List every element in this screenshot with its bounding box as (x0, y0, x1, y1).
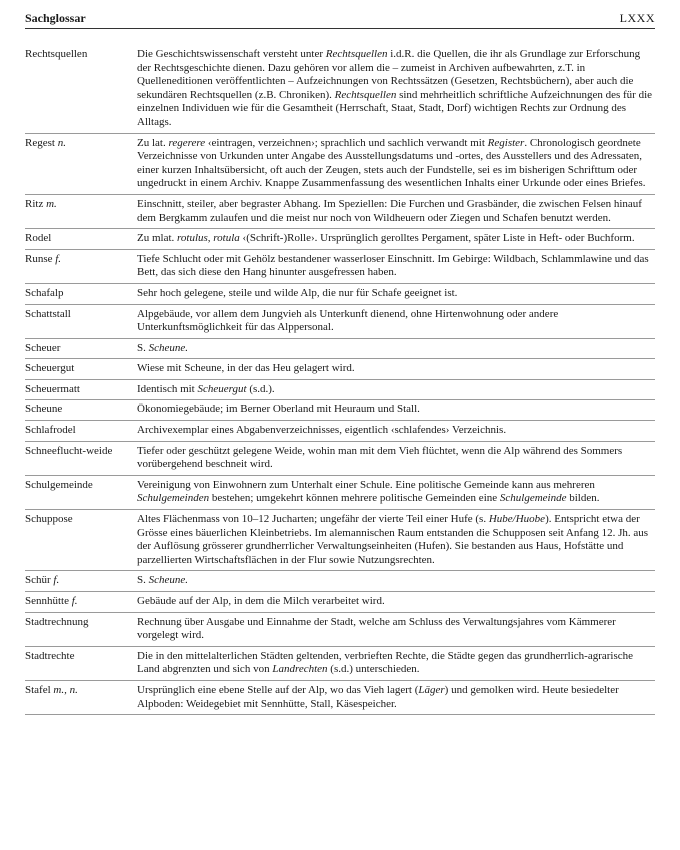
glossary-definition (137, 137, 655, 191)
glossary-definition (137, 342, 655, 356)
definition-emphasis: Rechtsquellen (334, 88, 397, 101)
definition-text: bestehen; umgekehrt können mehrere politische Gemeinden eine (209, 492, 500, 505)
grammar-label: f. (55, 252, 62, 265)
glossary-term (25, 513, 137, 567)
definition-text: ‹eintragen, verzeichnen›; sprachlich und sachlich verwandt mit (205, 136, 488, 149)
term-label: Rechtsquellen (25, 48, 88, 60)
glossary-definition (137, 232, 655, 246)
glossary-term (25, 342, 137, 356)
definition-text: sind mehrheitlich schriftliche Aufzeichnungen des für die einzelnen Individuen wie für die Gesamtheit (Herrschaft, Staat, Stadt, Dorf) wichtigen Rechts zur Ordnung des Alltags. (137, 88, 653, 128)
definition-emphasis: Register (487, 136, 525, 149)
definition-text: Die in den mittelalterlichen Städten geltenden, verbrieften Rechte, die Städte gegen das grundherrlich-agrarische Land abgrenzten und sich von (137, 649, 634, 676)
glossary-entry (25, 305, 655, 339)
term-label: Schlafrodel (25, 424, 76, 437)
term-label: Scheuergut (25, 362, 75, 375)
term-label: Runse (25, 252, 53, 265)
page-number: LXXX (619, 11, 655, 25)
definition-text: ‹(Schrift-)Rolle›. Ursprünglich gerolltes Pergament, später Liste in Heft- oder Buchform. (239, 232, 635, 245)
glossary-term (25, 137, 137, 191)
glossary-term (25, 616, 137, 643)
definition-text: S. (137, 574, 149, 587)
glossary-definition (137, 253, 655, 280)
glossary-term (25, 595, 137, 609)
definition-emphasis: Landrechten (272, 663, 328, 676)
definition-text: Rechnung über Ausgabe und Einnahme der Stadt, welche am Schluss des Verwaltungsjahres vom Kämmerer vorgelegt wird. (137, 615, 616, 642)
grammar-label: m. (46, 197, 57, 210)
definition-emphasis: Hube/Huobe (488, 513, 546, 526)
definition-emphasis: Läger (418, 683, 445, 696)
glossary-definition (137, 424, 655, 438)
definition-text: Vereinigung von Einwohnern zum Unterhalt einer Schule. Eine politische Gemeinde kann aus mehreren (137, 478, 595, 491)
grammar-label: f. (71, 595, 78, 607)
glossary-term (25, 198, 137, 225)
grammar-label: n. (57, 136, 66, 149)
glossary-definition (137, 198, 655, 225)
glossary-entry (25, 359, 655, 380)
glossary-definition (137, 684, 655, 711)
term-label: Schür (25, 574, 51, 587)
glossary-entry (25, 681, 655, 715)
page-header (25, 8, 655, 29)
definition-emphasis: Scheune. (148, 341, 189, 354)
definition-emphasis: Rechtsquellen (325, 48, 388, 60)
glossary-term (25, 253, 137, 280)
term-label: Schneeflucht-weide (25, 444, 113, 457)
glossary-entry (25, 195, 655, 229)
grammar-label: f. (53, 574, 60, 587)
glossary-entry (25, 380, 655, 401)
term-label: Schattstall (25, 307, 71, 320)
definition-emphasis: Schulgemeinde (499, 492, 567, 505)
glossary-definition (137, 445, 655, 472)
glossary-term (25, 574, 137, 588)
definition-text: (s.d.) unterschieden. (327, 663, 420, 676)
term-label: Regest (25, 136, 55, 149)
glossary-entry (25, 134, 655, 195)
glossary-definition (137, 616, 655, 643)
glossary-definition (137, 479, 655, 506)
glossary-term (25, 684, 137, 711)
term-label: Ritz (25, 197, 44, 210)
glossary-term (25, 445, 137, 472)
term-label: Stafel (25, 683, 51, 696)
glossary-definition (137, 48, 655, 130)
definition-emphasis: Scheune. (148, 574, 189, 587)
definition-text: Tiefe Schlucht oder mit Gehölz bestandener wasserloser Einschnitt. Im Gebirge: Wildbach, Schlammlawine und das Bett, das sich diese den Hang hinunter ausgefressen haben. (137, 252, 649, 279)
definition-emphasis: rotulus, rotula (177, 232, 240, 245)
term-label: Sennhütte (25, 595, 69, 607)
term-label: Schafalp (25, 286, 64, 299)
glossary-entry (25, 284, 655, 305)
glossary-definition (137, 383, 655, 397)
term-label: Scheuer (25, 341, 61, 354)
definition-text: Sehr hoch gelegene, steile und wilde Alp, die nur für Schafe geeignet ist. (137, 286, 458, 299)
glossary-entry (25, 421, 655, 442)
definition-text: Tiefer oder geschützt gelegene Weide, wohin man mit dem Vieh flüchtet, wenn die Alp während des Sommers vorübergehend beschneit wird. (137, 444, 623, 471)
term-label: Schuppose (25, 513, 73, 526)
definition-text: . Chronologisch geordnete Verzeichnisse von Urkunden unter Angabe des Ausstellungsdatums und -ortes, des Ausstellers und des Adressaten, einer kurzen Inhaltsübersicht, oft auch der Zeugen, stets auch der Fundstelle, sei es im bisherigen Schrifttum oder ungedruckt in einem Archiv. Knappe Zusammenfassung des wesentlichen Inhalts einer Urkunde oder eines Briefes. (137, 136, 646, 190)
glossary-term (25, 48, 137, 130)
glossary-term (25, 424, 137, 438)
glossary-entry (25, 613, 655, 647)
definition-text: Zu mlat. (137, 232, 178, 245)
glossary-definition (137, 403, 655, 417)
definition-text: Die Geschichtswissenschaft versteht unter (137, 48, 326, 60)
definition-text: Ökonomiegebäude; im Berner Oberland mit Heuraum und Stall. (137, 403, 420, 416)
glossary-entry (25, 229, 655, 250)
definition-text: ) und gemolken wird. Heute besiedelter Alpboden: Weidegebiet mit Sennhütte, Stall, Käsespeicher. (137, 683, 619, 710)
definition-text: Archivexemplar eines Abgabenverzeichnisses, eigentlich ‹schlafendes› Verzeichnis. (137, 424, 507, 437)
glossary-entry (25, 571, 655, 592)
glossary-list (25, 45, 655, 715)
term-label: Schulgemeinde (25, 478, 93, 491)
glossary-definition (137, 513, 655, 567)
definition-emphasis: regerere (168, 136, 206, 149)
definition-text: bilden. (566, 492, 600, 505)
glossary-definition (137, 574, 655, 588)
definition-text: Gebäude auf der Alp, in dem die Milch verarbeitet wird. (137, 595, 385, 607)
glossary-term (25, 650, 137, 677)
glossary-entry (25, 592, 655, 613)
term-label: Scheuermatt (25, 382, 80, 395)
glossary-term (25, 287, 137, 301)
section-title: Sachglossar (25, 11, 86, 25)
definition-text: Ursprünglich eine ebene Stelle auf der Alp, wo das Vieh lagert ( (137, 683, 419, 696)
definition-text: Altes Flächenmass von 10–12 Jucharten; ungefähr der vierte Teil einer Hufe (s. (137, 513, 489, 526)
glossary-entry (25, 442, 655, 476)
glossary-definition (137, 362, 655, 376)
definition-text: S. (137, 341, 149, 354)
glossary-entry (25, 339, 655, 360)
glossary-definition (137, 595, 655, 609)
term-label: Rodel (25, 232, 52, 245)
definition-text: Einschnitt, steiler, aber begraster Abhang. Im Speziellen: Die Furchen und Grasbänder, die zwischen Felsen hinauf dem Bergkamm zulaufen und die meist nur noch von Wildheuern oder Ziegen und Schafen benutzt werden. (137, 197, 642, 224)
definition-text: i.d.R. die Quellen, die ihr als Grundlage zur Erforschung der Rechtsgeschichte dienen. Dazu gehören vor allem die – zumeist in Archiven aufbewahrten, z.T. in Quelleneditionen veröffentlichten – Aufzeichnungen von Rechtssätzen (Gesetzen, Rechtsbüchern), aber auch die sekundären Rechtsquellen (z.B. Chroniken). (137, 48, 641, 101)
glossary-entry (25, 250, 655, 284)
glossary-definition (137, 650, 655, 677)
glossary-entry (25, 45, 655, 134)
glossary-term (25, 479, 137, 506)
term-label: Stadtrechte (25, 649, 75, 662)
definition-text: Wiese mit Scheune, in der das Heu gelagert wird. (137, 362, 355, 375)
glossary-definition (137, 308, 655, 335)
term-label: Stadtrechnung (25, 615, 89, 628)
glossary-entry (25, 647, 655, 681)
glossary-term (25, 403, 137, 417)
term-label: Scheune (25, 403, 63, 416)
glossary-definition (137, 287, 655, 301)
glossary-term (25, 383, 137, 397)
definition-emphasis: Schulgemeinden (137, 492, 210, 505)
grammar-label: m., n. (53, 683, 78, 696)
definition-text: Alpgebäude, vor allem dem Jungvieh als Unterkunft dienend, ohne Hirtenwohnung oder andere Unterkunftsmöglichkeit für das Alppersonal. (137, 307, 559, 334)
glossary-entry (25, 510, 655, 571)
definition-emphasis: Scheuergut (197, 382, 247, 395)
glossary-term (25, 308, 137, 335)
glossary-term (25, 362, 137, 376)
glossary-entry (25, 400, 655, 421)
definition-text: Identisch mit (137, 382, 198, 395)
definition-text: ). Entspricht etwa der Grösse eines bäuerlichen Kleinbetriebs. Im alemannischen Raum entstanden die Schupposen seit Anfang 12. Jh. aus der Auflösung grösserer grundherrlicher Verwaltungseinheiten (Hufen). Sie bestanden aus Haus, Hofstätte und parzellierten Wirtschaftsflächen in der Flur sowie Nutzungsrechten. (137, 513, 649, 566)
definition-text: (s.d.). (246, 382, 275, 395)
glossary-entry (25, 476, 655, 510)
glossary-term (25, 232, 137, 246)
definition-text: Zu lat. (137, 136, 169, 149)
